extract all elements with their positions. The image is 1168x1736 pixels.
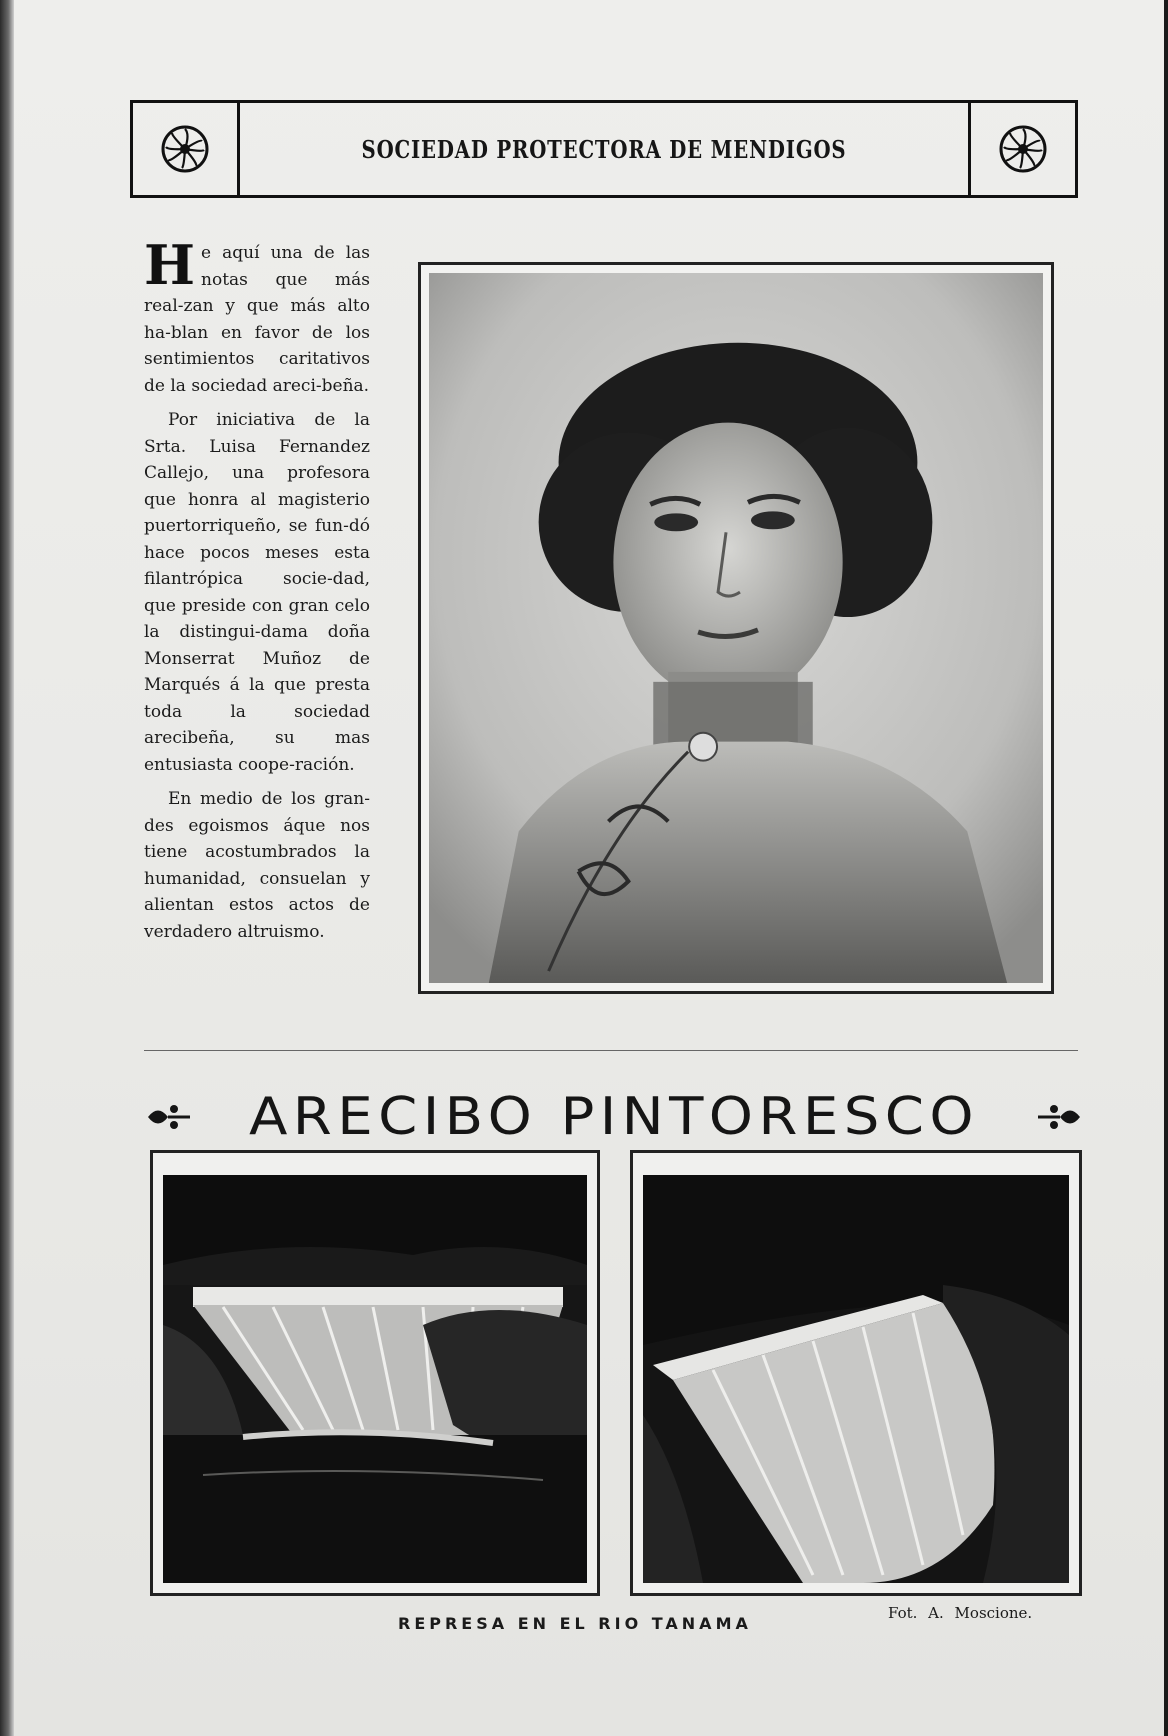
paragraph-text: e aquí una de las notas que más real-zan y que más alto ha-blan en favor de los sentimientos caritativos de la sociedad areci-beña. <box>144 243 370 396</box>
section-heading <box>144 1082 1084 1152</box>
waterfall-photo <box>163 1175 587 1583</box>
header-title: SOCIEDAD PROTECTORA DE MENDIGOS <box>361 134 847 164</box>
page-edge <box>0 0 14 1736</box>
header-left-box <box>130 103 240 195</box>
photo-frame-left <box>150 1150 600 1596</box>
article-text <box>144 233 370 953</box>
header-right-box <box>968 103 1078 195</box>
photo-caption: REPRESA EN EL RIO TANAMA <box>398 1614 752 1633</box>
photo-credit: Fot. A. Moscione. <box>888 1604 1033 1622</box>
waterfall-photo <box>643 1175 1069 1583</box>
article-paragraph: En medio de los gran-des egoismos áque nos tiene acostumbrados la humanidad, consuelan y alientan estos actos de verdadero altruismo. <box>144 789 370 942</box>
rosette-icon <box>160 124 210 174</box>
portrait-photo <box>429 273 1043 983</box>
page-header <box>130 100 1078 198</box>
portrait-frame <box>418 262 1054 994</box>
article-paragraph: Por iniciativa de la Srta. Luisa Fernandez Callejo, una profesora que honra al magisterio puertorriqueño, se fun-dó hace pocos meses esta filantrópica socie-dad, que preside con gran celo la distingui-dama doña Monserrat Muñoz de Marqués á la que presta toda la sociedad arecibeña, su mas entusiasta coope-ración. <box>144 410 370 775</box>
section-title: ARECIBO PINTORESCO <box>248 1087 980 1147</box>
magazine-page <box>14 0 1164 1736</box>
rosette-icon <box>998 124 1048 174</box>
fleuron-icon <box>1034 1100 1084 1134</box>
article-paragraph <box>144 233 370 399</box>
fleuron-icon <box>144 1100 194 1134</box>
drop-cap: H <box>144 233 196 297</box>
section-divider <box>144 1050 1078 1051</box>
photo-frame-right <box>630 1150 1082 1596</box>
